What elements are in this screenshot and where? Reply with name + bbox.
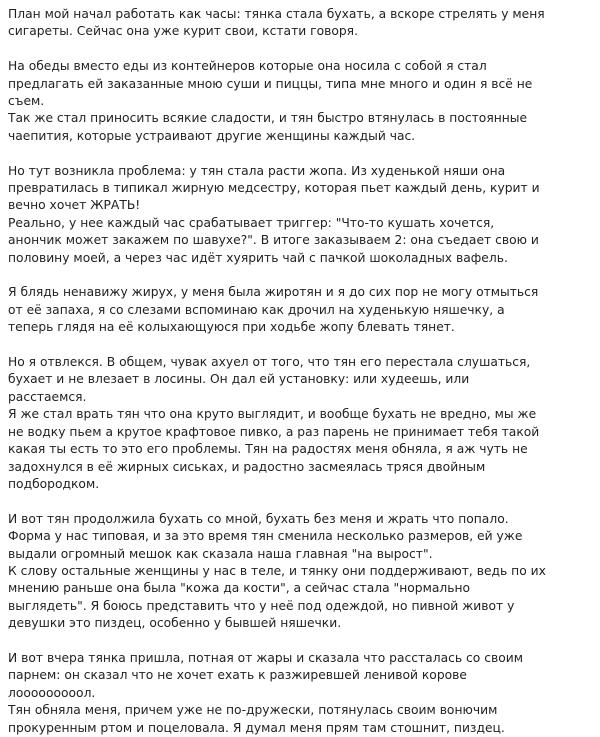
text-line: Я же стал врать тян что она круто выглядит, и вообще бухать не вредно, мы же	[8, 407, 537, 422]
text-line: подбородком.	[8, 476, 100, 491]
text-line: девушки это пиздец, особенно у бывшей няшечки.	[8, 616, 342, 631]
text-line: Так же стал приносить всякие сладости, и тян быстро втянулась в постоянные	[8, 111, 528, 126]
text-line: съем.	[8, 94, 45, 109]
text-line: теперь глядя на её колыхающуюся при ходьбе жопу блевать тянет.	[8, 320, 455, 335]
text-line: парнем: он сказал что не хочет ехать к разжиревшей ленивой корове	[8, 668, 467, 683]
text-line: выдали огромный мешок как сказала наша главная "на вырост".	[8, 546, 433, 561]
paragraph	[8, 163, 592, 267]
text-line: Форма у нас типовая, и за это время тян сменила несколько размеров, ей уже	[8, 529, 523, 544]
text-line: чаепития, которые устраивают другие женщины каждый час.	[8, 128, 416, 143]
text-line: какая ты есть то это его проблемы. Тян на радостях меня обняла, я аж чуть не	[8, 442, 528, 457]
paragraph	[8, 511, 592, 633]
text-line: вечно хочет ЖРАТЬ!	[8, 198, 141, 213]
paragraph	[8, 284, 592, 336]
post-text	[8, 6, 592, 737]
text-line: выглядеть". Я боюсь представить что у неё под одеждой, но пивной живот у	[8, 598, 515, 613]
text-line: И вот тян продолжила бухать со мной, бухать без меня и жрать что попало.	[8, 511, 509, 526]
text-line: бухает и не влезает в лосины. Он дал ей установку: или худеешь, или	[8, 372, 470, 387]
text-line: предлагать ей заказанные мною суши и пиццы, типа мне много и один я всё не	[8, 76, 533, 91]
paragraph	[8, 650, 592, 737]
text-line: Я блядь ненавижу жирух, у меня была жиротян и я до сих пор не могу отмыться	[8, 285, 539, 300]
text-line: Но я отвлекся. В общем, чувак ахуел от того, что тян его перестала слушаться,	[8, 355, 531, 370]
text-line: Реально, у нее каждый час срабатывает триггер: "Что-то кушать хочется,	[8, 215, 495, 230]
text-line: сигареты. Сейчас она уже курит свои, кстати говоря.	[8, 24, 358, 39]
text-line: половину моей, а через час идёт хуярить чай с пачкой шоколадных вафель.	[8, 250, 508, 265]
text-line: К слову остальные женщины у нас в теле, и тянку они поддерживают, ведь по их	[8, 563, 546, 578]
text-line: прокуренным ртом и поцеловала. Я думал меня прям там стошнит, пиздец.	[8, 720, 505, 735]
text-line: Но тут возникла проблема: у тян стала расти жопа. Из худенькой няши она	[8, 163, 506, 178]
text-line: Тян обняла меня, причем уже не по-дружески, потянулась своим вонючим	[8, 703, 498, 718]
text-line: План мой начал работать как часы: тянка стала бухать, а вскоре стрелять у меня	[8, 7, 545, 21]
text-line: лооооооооол.	[8, 685, 96, 700]
text-line: превратилась в типикал жирную медсестру, которая пьет каждый день, курит и	[8, 181, 540, 196]
paragraph	[8, 6, 592, 41]
text-line: не водку пьем а крутое крафтовое пивко, а раз парень не принимает тебя такой	[8, 424, 540, 439]
paragraph	[8, 58, 592, 145]
text-line: от её запаха, я со слезами вспоминаю как дрочил на худенькую няшечку, а	[8, 302, 505, 317]
text-line: мнению раньше она была "кожа да кости", а сейчас стала "нормально	[8, 581, 471, 596]
paragraph	[8, 354, 592, 493]
text-line: На обеды вместо еды из контейнеров которые она носила с собой я стал	[8, 59, 487, 74]
text-line: И вот вчера тянка пришла, потная от жары и сказала что рассталась со своим	[8, 650, 524, 665]
text-line: задохнулся в её жирных сиськах, и радостно засмеялась тряся двойным	[8, 459, 486, 474]
text-line: анончик может закажем по шавухе?". В итоге заказываем 2: она съедает свою и	[8, 233, 539, 248]
text-line: расстаемся.	[8, 389, 87, 404]
